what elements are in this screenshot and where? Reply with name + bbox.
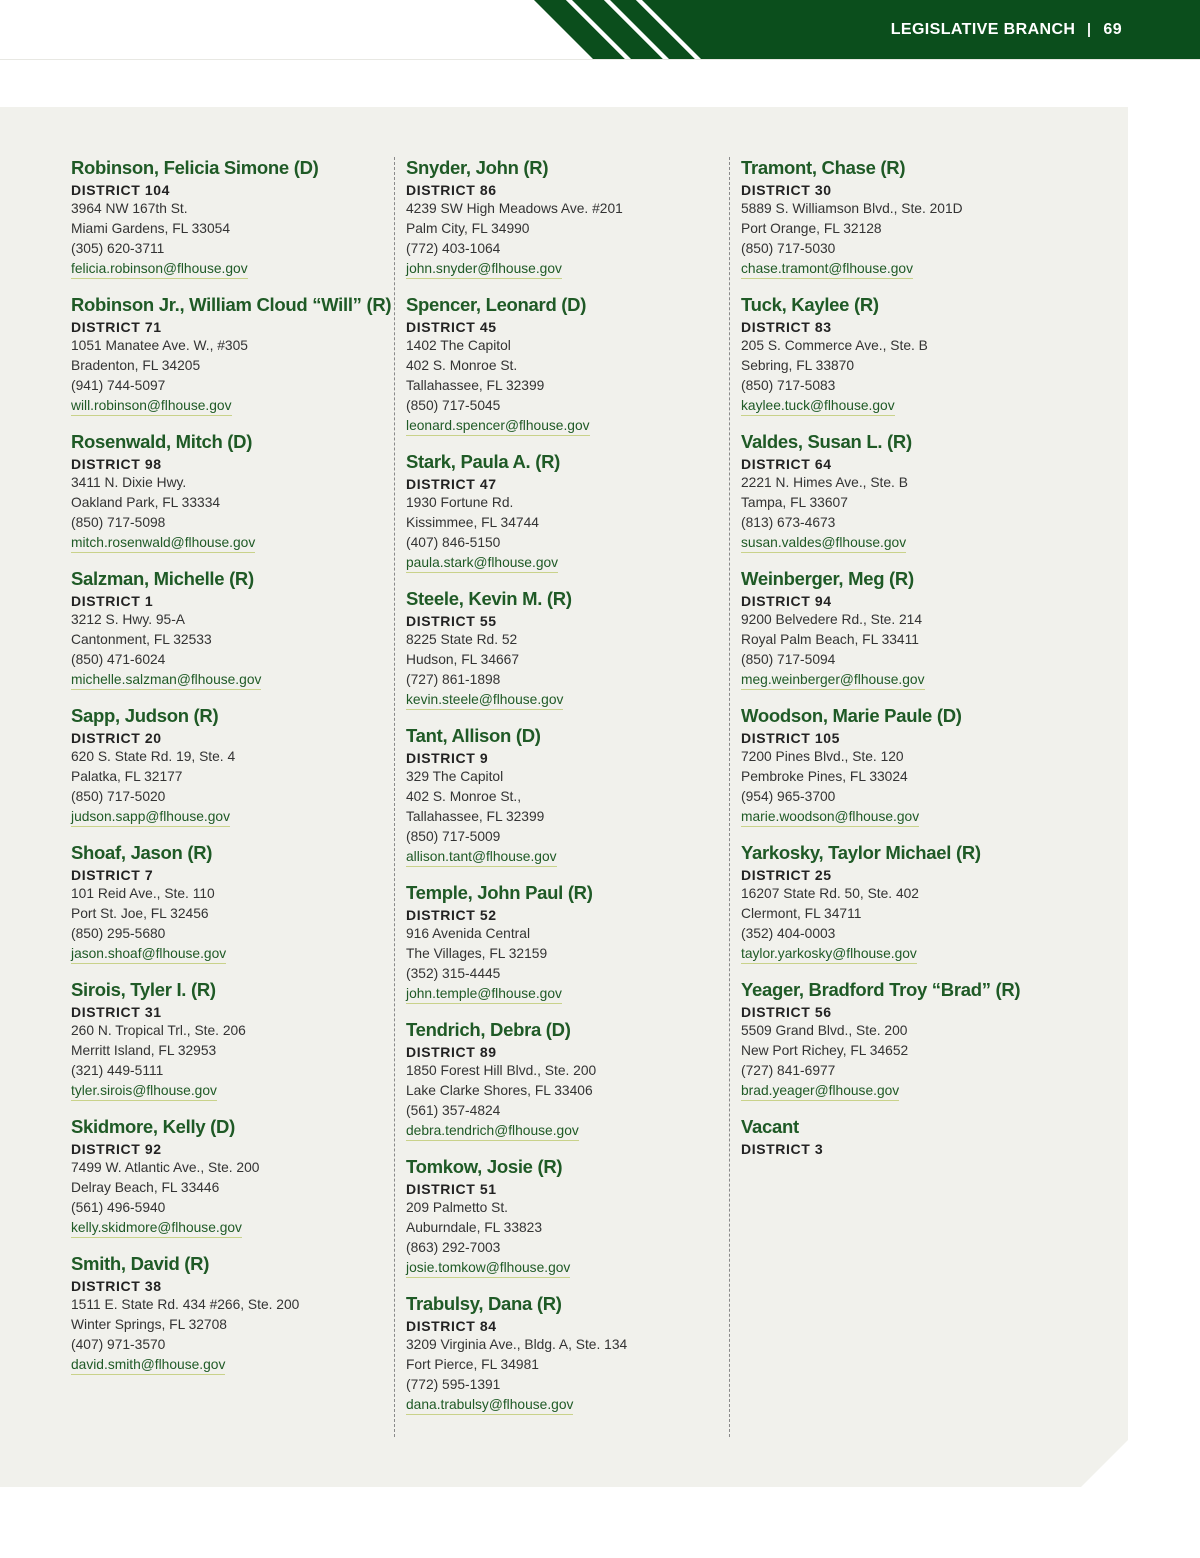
member-address-line: Port St. Joe, FL 32456 [71, 906, 209, 921]
member-email-link[interactable]: josie.tomkow@flhouse.gov [406, 1259, 570, 1278]
member-entry [71, 1252, 391, 1375]
member-email-link[interactable]: chase.tramont@flhouse.gov [741, 260, 913, 279]
section-title: LEGISLATIVE BRANCH [890, 21, 1076, 38]
member-address-line: 2221 N. Himes Ave., Ste. B [741, 475, 908, 490]
member-entry [406, 450, 726, 573]
member-address-line: Merritt Island, FL 32953 [71, 1043, 217, 1058]
member-name: Spencer, Leonard (D) [406, 294, 587, 315]
member-district: DISTRICT 55 [406, 613, 497, 629]
member-address-line: 5889 S. Williamson Blvd., Ste. 201D [741, 201, 963, 216]
member-address-line: 260 N. Tropical Trl., Ste. 206 [71, 1023, 246, 1038]
member-address-line: 3964 NW 167th St. [71, 201, 188, 216]
member-email-link[interactable]: will.robinson@flhouse.gov [71, 397, 232, 416]
member-district: DISTRICT 92 [71, 1141, 162, 1157]
member-address-line: 5509 Grand Blvd., Ste. 200 [741, 1023, 908, 1038]
member-email-link[interactable]: john.snyder@flhouse.gov [406, 260, 562, 279]
member-email-link[interactable]: felicia.robinson@flhouse.gov [71, 260, 248, 279]
member-address-line: Winter Springs, FL 32708 [71, 1317, 227, 1332]
member-address-line: The Villages, FL 32159 [406, 946, 548, 961]
member-address-line: 205 S. Commerce Ave., Ste. B [741, 338, 928, 353]
member-name: Weinberger, Meg (R) [741, 568, 914, 589]
member-email-link[interactable]: mitch.rosenwald@flhouse.gov [71, 534, 255, 553]
member-address-line: 916 Avenida Central [406, 926, 531, 941]
member-district: DISTRICT 7 [71, 867, 154, 883]
member-entry [741, 293, 1061, 416]
member-address-line: Kissimmee, FL 34744 [406, 515, 539, 530]
member-phone: (850) 717-5094 [741, 652, 836, 667]
member-address-line: Auburndale, FL 33823 [406, 1220, 543, 1235]
member-address-line: Oakland Park, FL 33334 [71, 495, 221, 510]
member-address-line: 1850 Forest Hill Blvd., Ste. 200 [406, 1063, 597, 1078]
member-entry [741, 430, 1061, 553]
member-name: Valdes, Susan L. (R) [741, 431, 912, 452]
member-address-line: 4239 SW High Meadows Ave. #201 [406, 201, 623, 216]
member-phone: (863) 292-7003 [406, 1240, 501, 1255]
directory-column-1 [71, 156, 391, 1389]
member-email-link[interactable]: kaylee.tuck@flhouse.gov [741, 397, 895, 416]
member-phone: (321) 449-5111 [71, 1063, 164, 1078]
member-name: Sapp, Judson (R) [71, 705, 219, 726]
member-address-line: 402 S. Monroe St., [406, 789, 522, 804]
member-district: DISTRICT 47 [406, 476, 497, 492]
member-entry [71, 293, 391, 416]
column-divider [729, 157, 730, 1437]
member-entry [406, 1155, 726, 1278]
member-district: DISTRICT 38 [71, 1278, 162, 1294]
member-entry [741, 1115, 1061, 1158]
member-district: DISTRICT 105 [741, 730, 840, 746]
member-entry [71, 704, 391, 827]
member-address-line: Cantonment, FL 32533 [71, 632, 212, 647]
member-email-link[interactable]: taylor.yarkosky@flhouse.gov [741, 945, 917, 964]
member-phone: (352) 315-4445 [406, 966, 501, 981]
member-district: DISTRICT 84 [406, 1318, 497, 1334]
member-phone: (850) 471-6024 [71, 652, 166, 667]
member-address-line: Palatka, FL 32177 [71, 769, 183, 784]
member-district: DISTRICT 51 [406, 1181, 497, 1197]
member-district: DISTRICT 9 [406, 750, 489, 766]
member-email-link[interactable]: leonard.spencer@flhouse.gov [406, 417, 590, 436]
member-district: DISTRICT 30 [741, 182, 832, 198]
member-email-link[interactable]: marie.woodson@flhouse.gov [741, 808, 919, 827]
member-name: Robinson Jr., William Cloud “Will” (R) [71, 294, 392, 315]
member-phone: (954) 965-3700 [741, 789, 836, 804]
member-district: DISTRICT 104 [71, 182, 170, 198]
member-name: Vacant [741, 1116, 799, 1137]
member-name: Rosenwald, Mitch (D) [71, 431, 253, 452]
member-email-link[interactable]: kelly.skidmore@flhouse.gov [71, 1219, 242, 1238]
member-address-line: 1051 Manatee Ave. W., #305 [71, 338, 248, 353]
member-phone: (407) 846-5150 [406, 535, 501, 550]
member-district: DISTRICT 71 [71, 319, 162, 335]
column-divider [394, 157, 395, 1437]
member-email-link[interactable]: paula.stark@flhouse.gov [406, 554, 558, 573]
member-name: Woodson, Marie Paule (D) [741, 705, 962, 726]
member-phone: (850) 717-5020 [71, 789, 166, 804]
member-address-line: Bradenton, FL 34205 [71, 358, 201, 373]
member-phone: (813) 673-4673 [741, 515, 836, 530]
member-entry [406, 724, 726, 867]
member-phone: (727) 841-6977 [741, 1063, 836, 1078]
member-address-line: Delray Beach, FL 33446 [71, 1180, 220, 1195]
member-district: DISTRICT 89 [406, 1044, 497, 1060]
member-phone: (850) 717-5083 [741, 378, 836, 393]
member-district: DISTRICT 94 [741, 593, 832, 609]
member-district: DISTRICT 98 [71, 456, 162, 472]
member-entry [71, 156, 391, 279]
member-entry [71, 1115, 391, 1238]
member-entry [741, 841, 1061, 964]
member-entry [741, 567, 1061, 690]
member-address-line: Tallahassee, FL 32399 [406, 378, 545, 393]
member-address-line: 9200 Belvedere Rd., Ste. 214 [741, 612, 923, 627]
member-address-line: New Port Richey, FL 34652 [741, 1043, 909, 1058]
member-district: DISTRICT 86 [406, 182, 497, 198]
member-name: Sirois, Tyler I. (R) [71, 979, 216, 1000]
member-district: DISTRICT 31 [71, 1004, 162, 1020]
member-name: Yeager, Bradford Troy “Brad” (R) [741, 979, 1021, 1000]
member-phone: (772) 595-1391 [406, 1377, 501, 1392]
member-name: Salzman, Michelle (R) [71, 568, 254, 589]
member-address-line: 620 S. State Rd. 19, Ste. 4 [71, 749, 236, 764]
member-district: DISTRICT 83 [741, 319, 832, 335]
member-email-link[interactable]: david.smith@flhouse.gov [71, 1356, 225, 1375]
member-address-line: Royal Palm Beach, FL 33411 [741, 632, 919, 647]
directory-column-3 [741, 156, 1061, 1172]
member-name: Steele, Kevin M. (R) [406, 588, 572, 609]
member-entry [741, 978, 1061, 1101]
member-phone: (850) 717-5009 [406, 829, 501, 844]
header-title [891, 21, 1122, 39]
member-address-line: 101 Reid Ave., Ste. 110 [71, 886, 215, 901]
member-district: DISTRICT 52 [406, 907, 497, 923]
header-rule [0, 59, 1200, 60]
member-phone: (727) 861-1898 [406, 672, 501, 687]
member-entry [71, 430, 391, 553]
member-email-link[interactable]: john.temple@flhouse.gov [406, 985, 562, 1004]
member-name: Smith, David (R) [71, 1253, 210, 1274]
directory-column-2 [406, 156, 726, 1429]
member-email-link[interactable]: debra.tendrich@flhouse.gov [406, 1122, 579, 1141]
member-entry [406, 1018, 726, 1141]
member-entry [741, 156, 1061, 279]
member-phone: (561) 496-5940 [71, 1200, 166, 1215]
member-phone: (352) 404-0003 [741, 926, 836, 941]
member-entry [741, 704, 1061, 827]
member-district: DISTRICT 64 [741, 456, 832, 472]
member-name: Yarkosky, Taylor Michael (R) [741, 842, 981, 863]
member-name: Snyder, John (R) [406, 157, 549, 178]
member-name: Tendrich, Debra (D) [406, 1019, 571, 1040]
member-name: Shoaf, Jason (R) [71, 842, 213, 863]
member-address-line: 1930 Fortune Rd. [406, 495, 514, 510]
member-name: Temple, John Paul (R) [406, 882, 593, 903]
member-address-line: 3209 Virginia Ave., Bldg. A, Ste. 134 [406, 1337, 628, 1352]
member-name: Tramont, Chase (R) [741, 157, 906, 178]
member-address-line: Tallahassee, FL 32399 [406, 809, 545, 824]
member-address-line: 3212 S. Hwy. 95-A [71, 612, 186, 627]
member-district: DISTRICT 45 [406, 319, 497, 335]
member-name: Trabulsy, Dana (R) [406, 1293, 562, 1314]
member-address-line: 7200 Pines Blvd., Ste. 120 [741, 749, 904, 764]
member-entry [406, 881, 726, 1004]
member-phone: (850) 295-5680 [71, 926, 166, 941]
member-phone: (772) 403-1064 [406, 241, 501, 256]
member-address-line: 1402 The Capitol [406, 338, 511, 353]
member-district: DISTRICT 1 [71, 593, 154, 609]
member-address-line: 329 The Capitol [406, 769, 504, 784]
member-email-link[interactable]: meg.weinberger@flhouse.gov [741, 671, 925, 690]
member-name: Tant, Allison (D) [406, 725, 541, 746]
member-address-line: Clermont, FL 34711 [741, 906, 862, 921]
member-email-link[interactable]: tyler.sirois@flhouse.gov [71, 1082, 217, 1101]
member-entry [406, 293, 726, 436]
member-address-line: 16207 State Rd. 50, Ste. 402 [741, 886, 919, 901]
member-phone: (407) 971-3570 [71, 1337, 166, 1352]
member-email-link[interactable]: judson.sapp@flhouse.gov [71, 808, 230, 827]
member-phone: (850) 717-5030 [741, 241, 836, 256]
member-phone: (305) 620-3711 [71, 241, 165, 256]
member-name: Tomkow, Josie (R) [406, 1156, 563, 1177]
member-name: Stark, Paula A. (R) [406, 451, 560, 472]
member-address-line: 209 Palmetto St. [406, 1200, 509, 1215]
member-entry [406, 587, 726, 710]
member-district: DISTRICT 56 [741, 1004, 832, 1020]
member-entry [406, 156, 726, 279]
member-email-link[interactable]: allison.tant@flhouse.gov [406, 848, 557, 867]
member-district: DISTRICT 25 [741, 867, 832, 883]
member-name: Skidmore, Kelly (D) [71, 1116, 235, 1137]
member-phone: (561) 357-4824 [406, 1103, 501, 1118]
member-phone: (941) 744-5097 [71, 378, 166, 393]
member-district: DISTRICT 20 [71, 730, 162, 746]
member-address-line: 7499 W. Atlantic Ave., Ste. 200 [71, 1160, 260, 1175]
member-address-line: Palm City, FL 34990 [406, 221, 530, 236]
member-name: Robinson, Felicia Simone (D) [71, 157, 319, 178]
header-separator [1088, 23, 1090, 37]
member-address-line: 1511 E. State Rd. 434 #266, Ste. 200 [71, 1297, 300, 1312]
member-district: DISTRICT 3 [741, 1141, 824, 1157]
member-email-link[interactable]: susan.valdes@flhouse.gov [741, 534, 906, 553]
page-number: 69 [1103, 21, 1122, 38]
member-name: Tuck, Kaylee (R) [741, 294, 879, 315]
member-address-line: Hudson, FL 34667 [406, 652, 520, 667]
member-entry [71, 978, 391, 1101]
member-address-line: 3411 N. Dixie Hwy. [71, 475, 187, 490]
member-entry [71, 841, 391, 964]
member-address-line: Tampa, FL 33607 [741, 495, 848, 510]
page-header [0, 0, 1200, 60]
member-entry [406, 1292, 726, 1415]
member-address-line: 8225 State Rd. 52 [406, 632, 518, 647]
member-email-link[interactable]: michelle.salzman@flhouse.gov [71, 671, 261, 690]
member-entry [71, 567, 391, 690]
member-email-link[interactable]: kevin.steele@flhouse.gov [406, 691, 563, 710]
member-address-line: Lake Clarke Shores, FL 33406 [406, 1083, 593, 1098]
member-address-line: 402 S. Monroe St. [406, 358, 518, 373]
member-address-line: Miami Gardens, FL 33054 [71, 221, 230, 236]
member-address-line: Port Orange, FL 32128 [741, 221, 882, 236]
member-email-link[interactable]: dana.trabulsy@flhouse.gov [406, 1396, 573, 1415]
member-email-link[interactable]: brad.yeager@flhouse.gov [741, 1082, 899, 1101]
member-address-line: Fort Pierce, FL 34981 [406, 1357, 539, 1372]
member-email-link[interactable]: jason.shoaf@flhouse.gov [71, 945, 226, 964]
member-phone: (850) 717-5098 [71, 515, 166, 530]
member-address-line: Sebring, FL 33870 [741, 358, 855, 373]
member-address-line: Pembroke Pines, FL 33024 [741, 769, 908, 784]
member-phone: (850) 717-5045 [406, 398, 501, 413]
